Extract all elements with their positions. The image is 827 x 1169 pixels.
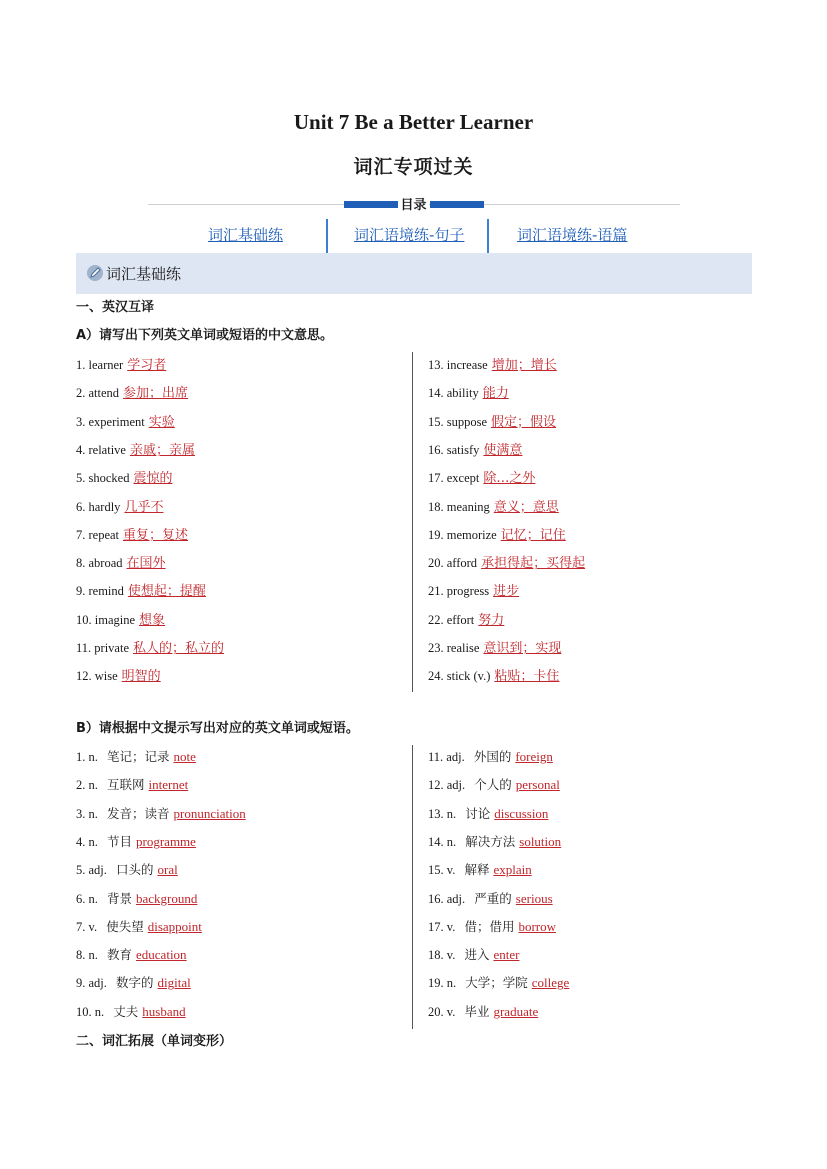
chinese-meaning: 使失望 <box>106 918 144 934</box>
toc-separator <box>326 219 328 253</box>
english-word: imagine <box>94 612 136 627</box>
chinese-meaning: 发音；读音 <box>107 805 170 821</box>
answer-text: 重复；复述 <box>123 527 189 543</box>
item-number: 3. <box>76 806 86 821</box>
answer-text: 明智的 <box>121 669 161 685</box>
answer-text: enter <box>493 947 520 963</box>
item-number: 17. <box>428 919 444 934</box>
list-item <box>428 637 561 656</box>
english-word: except <box>446 471 480 486</box>
answer-text: oral <box>157 862 178 878</box>
item-number: 1. <box>76 358 86 372</box>
item-number: 10. <box>76 612 92 627</box>
item-number: 20. <box>428 556 444 571</box>
english-word: remind <box>88 584 124 599</box>
item-number: 12. <box>428 778 444 793</box>
list-item <box>428 354 557 373</box>
answer-text: explain <box>493 862 532 878</box>
list-item <box>76 1002 186 1020</box>
chinese-meaning: 个人的 <box>474 777 512 793</box>
item-number: 23. <box>428 641 444 655</box>
chinese-meaning: 进入 <box>464 947 490 963</box>
item-number: 10. <box>76 1004 92 1019</box>
part-of-speech: n. <box>446 834 457 849</box>
list-item <box>428 945 519 963</box>
pencil-icon <box>86 264 104 282</box>
item-number: 19. <box>428 976 444 991</box>
english-word: suppose <box>446 414 488 429</box>
chinese-meaning: 毕业 <box>464 1003 490 1019</box>
english-word: afford <box>446 556 478 571</box>
answer-text: serious <box>515 890 553 906</box>
item-number: 7. <box>76 919 86 934</box>
item-number: 8. <box>76 556 86 571</box>
item-number: 16. <box>428 442 444 457</box>
chinese-meaning: 大学；学院 <box>465 975 528 991</box>
list-item <box>76 832 196 850</box>
toc-separator <box>487 219 489 253</box>
item-number: 2. <box>76 778 86 793</box>
part-of-speech: adj. <box>88 863 107 878</box>
list-item <box>76 917 202 935</box>
answer-text: 努力 <box>478 612 505 628</box>
chinese-meaning: 解决方法 <box>465 833 516 849</box>
item-number: 18. <box>428 948 444 963</box>
english-word: repeat <box>88 527 120 542</box>
part-of-speech: n. <box>94 1004 105 1019</box>
item-number: 12. <box>76 669 92 684</box>
english-word: abroad <box>88 556 123 571</box>
list-item <box>428 775 560 793</box>
item-number: 9. <box>76 976 86 991</box>
list-item <box>428 439 522 458</box>
answer-text: 实验 <box>148 414 175 430</box>
column-divider <box>412 745 413 1029</box>
english-word: experiment <box>88 414 145 429</box>
english-word: memorize <box>446 527 497 542</box>
chinese-meaning: 严重的 <box>474 890 512 906</box>
chinese-meaning: 教育 <box>107 947 133 963</box>
list-item <box>76 439 195 458</box>
document-subtitle: 词汇专项过关 <box>353 156 474 178</box>
list-item <box>428 609 504 628</box>
list-item <box>76 804 246 822</box>
answer-text: disappoint <box>147 918 202 934</box>
list-item <box>428 382 509 401</box>
english-word: hardly <box>88 499 121 514</box>
answer-text: 在国外 <box>126 556 166 572</box>
answer-text: 除…之外 <box>483 471 536 487</box>
item-number: 3. <box>76 414 86 429</box>
item-number: 20. <box>428 1004 444 1019</box>
list-item <box>76 411 175 430</box>
column-divider <box>412 352 413 692</box>
part-of-speech: v. <box>446 1004 456 1019</box>
english-word: attend <box>88 386 120 401</box>
list-item <box>428 973 569 991</box>
list-item <box>76 775 188 793</box>
part-of-speech: v. <box>88 919 98 934</box>
section-banner-title: 词汇基础练 <box>106 265 182 283</box>
part-of-speech: n. <box>88 750 98 764</box>
part-of-speech: adj. <box>446 750 465 764</box>
item-number: 5. <box>76 863 86 878</box>
answer-text: 承担得起；买得起 <box>481 556 586 572</box>
list-item <box>428 889 553 907</box>
item-number: 15. <box>428 863 444 878</box>
chinese-meaning: 口头的 <box>116 862 154 878</box>
chinese-meaning: 背景 <box>107 890 133 906</box>
item-number: 9. <box>76 584 86 599</box>
list-item <box>428 496 559 515</box>
answer-text: note <box>173 749 196 764</box>
answer-text: pronunciation <box>173 805 246 821</box>
english-word: relative <box>88 442 126 457</box>
part-of-speech: n. <box>88 834 98 849</box>
chinese-meaning: 解释 <box>464 862 490 878</box>
list-item <box>76 889 197 907</box>
item-number: 4. <box>76 442 86 457</box>
part-of-speech: adj. <box>88 976 107 991</box>
answer-text: education <box>136 947 187 963</box>
partA-heading: A）请写出下列英文单词或短语的中文意思。 <box>76 328 334 343</box>
english-word: learner <box>88 358 124 372</box>
english-word: progress <box>446 584 490 599</box>
item-number: 21. <box>428 584 444 599</box>
part-of-speech: n. <box>446 806 457 821</box>
part-of-speech: v. <box>446 948 456 963</box>
answer-text: husband <box>142 1003 186 1019</box>
answer-text: graduate <box>493 1003 539 1019</box>
answer-text: college <box>531 975 570 991</box>
list-item <box>428 860 532 878</box>
answer-text: solution <box>519 833 562 849</box>
item-number: 7. <box>76 527 86 542</box>
answer-text: discussion <box>494 805 549 821</box>
list-item <box>428 467 535 486</box>
toc-link-passage[interactable]: 词汇语境练-语篇 <box>517 226 628 244</box>
english-word: wise <box>94 669 118 684</box>
list-item <box>76 637 224 656</box>
part-of-speech: n. <box>88 806 98 821</box>
answer-text: 假定；假设 <box>491 414 557 430</box>
answer-text: 亲戚；亲属 <box>129 442 195 458</box>
english-word: stick (v.) <box>446 669 491 684</box>
english-word: satisfy <box>446 442 480 457</box>
list-item <box>428 580 519 599</box>
item-number: 24. <box>428 669 444 684</box>
part-of-speech: n. <box>88 891 98 906</box>
item-number: 14. <box>428 834 444 849</box>
list-item <box>428 804 548 822</box>
item-number: 16. <box>428 891 444 906</box>
list-item <box>428 552 585 571</box>
list-item <box>76 747 196 765</box>
list-item <box>76 382 188 401</box>
answer-text: 震惊的 <box>133 471 173 487</box>
answer-text: personal <box>515 777 560 793</box>
list-item <box>428 832 561 850</box>
answer-text: programme <box>136 833 196 849</box>
chinese-meaning: 外国的 <box>473 749 512 764</box>
item-number: 5. <box>76 471 86 486</box>
partB-heading: B）请根据中文提示写出对应的英文单词或短语。 <box>76 721 359 736</box>
english-word: realise <box>446 641 480 655</box>
toc-label: 目录 <box>400 198 427 213</box>
part-of-speech: n. <box>446 976 457 991</box>
answer-text: digital <box>157 975 191 991</box>
list-item <box>428 917 556 935</box>
english-word: increase <box>446 358 488 372</box>
item-number: 11. <box>76 641 92 655</box>
answer-text: 使满意 <box>483 442 523 458</box>
section1-heading: 一、英汉互译 <box>76 300 155 315</box>
item-number: 13. <box>428 358 444 372</box>
item-number: 8. <box>76 948 86 963</box>
answer-text: 学习者 <box>127 358 167 373</box>
part-of-speech: n. <box>88 778 98 793</box>
item-number: 17. <box>428 471 444 486</box>
list-item <box>76 973 191 991</box>
list-item <box>76 580 206 599</box>
part-of-speech: adj. <box>446 891 466 906</box>
part-of-speech: n. <box>88 948 98 963</box>
answer-text: 意识到；实现 <box>483 641 562 656</box>
english-word: private <box>94 641 130 655</box>
english-word: ability <box>446 386 479 401</box>
item-number: 6. <box>76 891 86 906</box>
item-number: 19. <box>428 527 444 542</box>
answer-text: 能力 <box>482 386 509 402</box>
item-number: 4. <box>76 834 86 849</box>
answer-text: borrow <box>518 918 557 934</box>
list-item <box>428 747 553 765</box>
list-item <box>428 411 556 430</box>
answer-text: 意义；意思 <box>493 499 559 515</box>
answer-text: 增加；增长 <box>491 358 557 373</box>
document-title: Unit 7 Be a Better Learner <box>293 110 534 134</box>
answer-text: 几乎不 <box>124 499 164 515</box>
chinese-meaning: 讨论 <box>465 805 491 821</box>
list-item <box>76 945 187 963</box>
answer-text: 使想起；提醒 <box>127 584 206 600</box>
toc-link-basic[interactable]: 词汇基础练 <box>208 226 284 244</box>
list-item <box>76 665 161 684</box>
chinese-meaning: 笔记；记录 <box>107 749 170 764</box>
list-item <box>76 860 178 878</box>
chinese-meaning: 互联网 <box>107 777 145 793</box>
answer-text: 参加；出席 <box>123 386 189 402</box>
list-item <box>76 467 172 486</box>
chinese-meaning: 借；借用 <box>464 918 515 934</box>
item-number: 1. <box>76 750 86 764</box>
toc-link-sentence[interactable]: 词汇语境练-句子 <box>354 226 465 244</box>
answer-text: 私人的；私立的 <box>133 641 225 656</box>
item-number: 11. <box>428 750 444 764</box>
answer-text: foreign <box>515 749 553 764</box>
answer-text: 进步 <box>493 584 520 600</box>
english-word: shocked <box>88 471 130 486</box>
list-item <box>428 524 566 543</box>
item-number: 6. <box>76 499 86 514</box>
item-number: 18. <box>428 499 444 514</box>
list-item <box>428 1002 538 1020</box>
list-item <box>76 354 166 373</box>
english-word: meaning <box>446 499 490 514</box>
answer-text: background <box>136 890 198 906</box>
chinese-meaning: 丈夫 <box>113 1003 139 1019</box>
list-item <box>76 609 165 628</box>
item-number: 14. <box>428 386 444 401</box>
list-item <box>76 496 163 515</box>
item-number: 13. <box>428 806 444 821</box>
answer-text: 记忆；记住 <box>500 527 566 543</box>
item-number: 2. <box>76 386 86 401</box>
part-of-speech: v. <box>446 863 456 878</box>
chinese-meaning: 节目 <box>107 833 133 849</box>
section2-heading: 二、词汇拓展（单词变形） <box>76 1034 233 1049</box>
part-of-speech: adj. <box>446 778 466 793</box>
list-item <box>76 552 166 571</box>
english-word: effort <box>446 612 475 627</box>
answer-text: internet <box>148 777 189 793</box>
answer-text: 想象 <box>139 612 166 628</box>
item-number: 22. <box>428 612 444 627</box>
list-item <box>76 524 188 543</box>
list-item <box>428 665 559 684</box>
chinese-meaning: 数字的 <box>116 975 154 991</box>
item-number: 15. <box>428 414 444 429</box>
part-of-speech: v. <box>446 919 456 934</box>
answer-text: 粘贴；卡住 <box>494 669 560 685</box>
